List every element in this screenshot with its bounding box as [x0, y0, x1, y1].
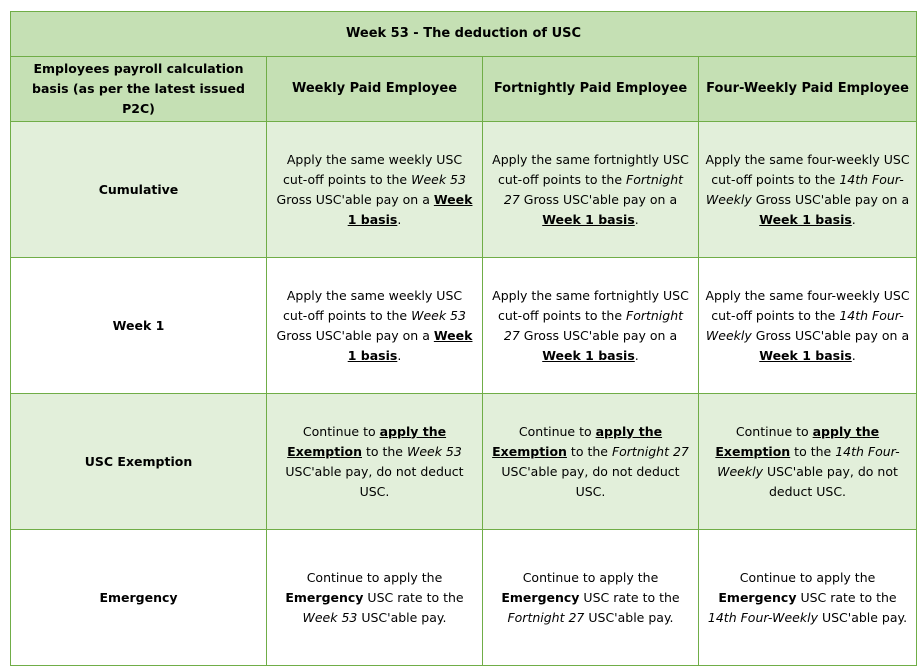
title-row	[11, 12, 917, 57]
row-week-1	[11, 258, 917, 394]
row-label: Cumulative	[11, 122, 267, 258]
cell-fortnightly: Apply the same fortnightly USC cut-off points to the Fortnight 27 Gross USC'able pay on a Week 1 basis.	[483, 258, 699, 394]
row-emergency	[11, 530, 917, 666]
usc-week53-table	[10, 11, 917, 666]
row-usc-exemption	[11, 394, 917, 530]
cell-weekly: Apply the same weekly USC cut-off points to the Week 53 Gross USC'able pay on a Week 1 basis.	[267, 258, 483, 394]
cell-four-weekly: Continue to apply the Exemption to the 14th Four-Weekly USC'able pay, do not deduct USC.	[699, 394, 917, 530]
row-cumulative	[11, 122, 917, 258]
cell-weekly: Apply the same weekly USC cut-off points to the Week 53 Gross USC'able pay on a Week 1 basis.	[267, 122, 483, 258]
header-row	[11, 57, 917, 122]
table-title: Week 53 - The deduction of USC	[11, 12, 917, 57]
header-weekly: Weekly Paid Employee	[267, 57, 483, 122]
header-fortnightly: Fortnightly Paid Employee	[483, 57, 699, 122]
cell-four-weekly: Apply the same four-weekly USC cut-off points to the 14th Four-Weekly Gross USC'able pay on a Week 1 basis.	[699, 122, 917, 258]
cell-weekly: Continue to apply the Exemption to the Week 53 USC'able pay, do not deduct USC.	[267, 394, 483, 530]
cell-fortnightly: Continue to apply the Exemption to the Fortnight 27 USC'able pay, do not deduct USC.	[483, 394, 699, 530]
cell-four-weekly: Continue to apply the Emergency USC rate to the 14th Four-Weekly USC'able pay.	[699, 530, 917, 666]
cell-fortnightly: Continue to apply the Emergency USC rate to the Fortnight 27 USC'able pay.	[483, 530, 699, 666]
cell-fortnightly: Apply the same fortnightly USC cut-off points to the Fortnight 27 Gross USC'able pay on a Week 1 basis.	[483, 122, 699, 258]
row-label: USC Exemption	[11, 394, 267, 530]
row-label: Week 1	[11, 258, 267, 394]
header-four-weekly: Four-Weekly Paid Employee	[699, 57, 917, 122]
row-label: Emergency	[11, 530, 267, 666]
header-basis: Employees payroll calculation basis (as per the latest issued P2C)	[11, 57, 267, 122]
cell-weekly: Continue to apply the Emergency USC rate to the Week 53 USC'able pay.	[267, 530, 483, 666]
cell-four-weekly: Apply the same four-weekly USC cut-off points to the 14th Four-Weekly Gross USC'able pay on a Week 1 basis.	[699, 258, 917, 394]
